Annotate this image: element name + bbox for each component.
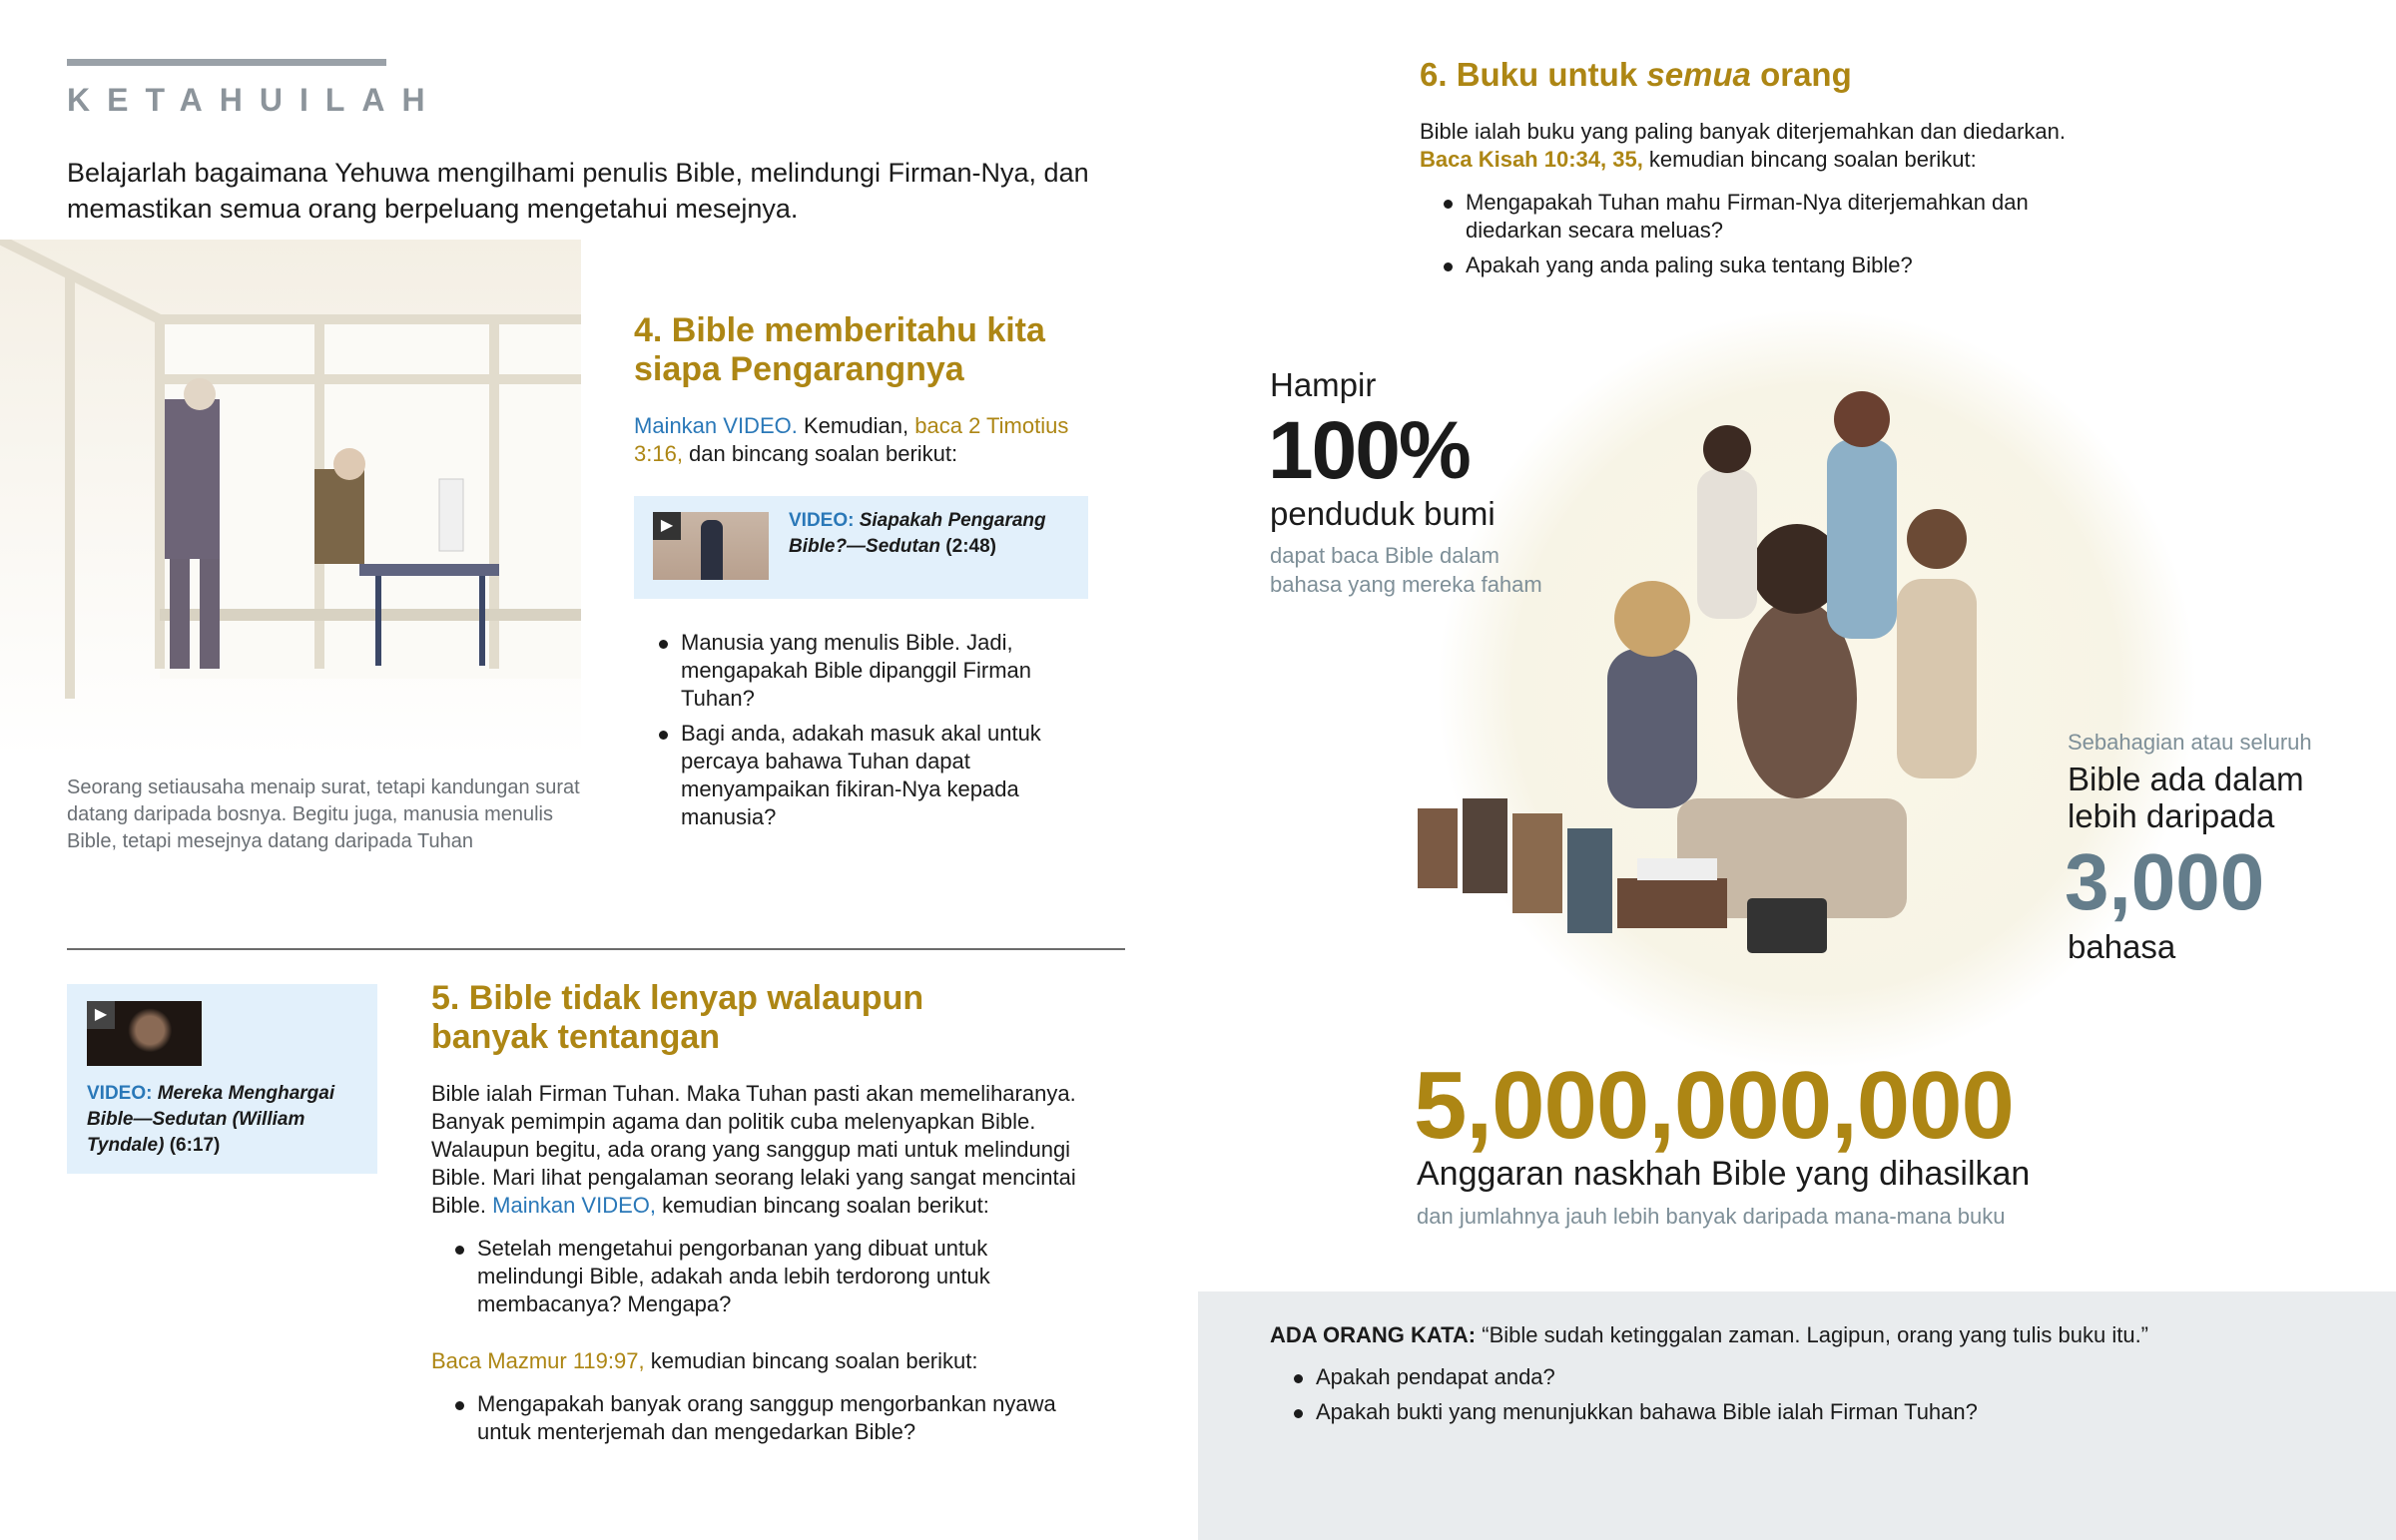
question-item: Apakah bukti yang menunjukkan bahawa Bible ialah Firman Tuhan? [1294,1398,2292,1426]
section6-title [1420,55,1852,94]
stat-languages: 3,000 [2065,837,2265,926]
objection-quote: “Bible sudah ketinggalan zaman. Lagipun, orang yang tulis buku itu.” [1476,1322,2149,1347]
question-item: Setelah mengetahui pengorbanan yang dibuat untuk melindungi Bible, adakah anda lebih terdorong untuk membacanya? Mengapa? [455,1235,1054,1318]
section6-questions [1444,189,2093,286]
video-card[interactable] [67,984,377,1174]
video-title[interactable] [87,1081,356,1159]
title-part: 6. Buku untuk [1420,56,1647,93]
stat-pre: Sebahagian atau seluruh [2068,730,2312,755]
instruction-text: dan bincang soalan berikut: [682,441,958,466]
play-video-link[interactable]: Mainkan VIDEO. [634,413,798,438]
video-title[interactable] [789,508,1073,560]
body-text: Bible ialah buku yang paling banyak diterjemahkan dan diedarkan. [1420,119,2067,144]
illustration-caption: Seorang setiausaha menaip surat, tetapi kandungan surat datang daripada bosnya. Begitu juga, manusia menulis Bible, tetapi mesejnya datang daripada Tuhan [67,776,580,852]
intro-text: Belajarlah bagaimana Yehuwa mengilhami penulis Bible, melindungi Firman-Nya, dan memastikan semua orang berpeluang mengetahui mesejnya. [67,158,1089,224]
stat-label: penduduk bumi [1270,495,1496,532]
section5-ref-line [431,1347,977,1375]
question-item: Apakah yang anda paling suka tentang Bible? [1444,252,2093,279]
section5-questions [455,1235,1054,1325]
section-rule [67,59,386,66]
video-label: VIDEO: [87,1083,153,1104]
stat-label: Anggaran naskhah Bible yang dihasilkan [1417,1155,2031,1193]
section5-questions-2 [455,1390,1094,1453]
question-item: Mengapakah banyak orang sanggup mengorbankan nyawa untuk menterjemah dan mengedarkan Bible? [455,1390,1094,1446]
video-thumbnail[interactable] [653,512,769,580]
video-name: Mereka Menghargai Bible—Sedutan (William Tyndale) [87,1083,335,1156]
stat-post: bahasa [2068,928,2176,965]
video-card[interactable] [634,496,1088,599]
stat-pre: Hampir [1270,366,1377,403]
stat-label: Bible ada dalam lebih daripada [2068,761,2304,834]
scripture-link[interactable]: Baca Kisah 10:34, 35, [1420,147,1643,172]
video-thumbnail[interactable] [87,1001,202,1066]
instruction-text: kemudian bincang soalan berikut: [1642,147,1977,172]
video-duration: (6:17) [169,1135,221,1156]
speaker-figure [701,520,723,580]
question-item: Bagi anda, adakah masuk akal untuk percaya bahawa Tuhan dapat menyampaikan fikiran-Nya kepada manusia? [659,720,1078,831]
body-text: kemudian bincang soalan berikut: [656,1193,989,1218]
section5-body [431,1080,1110,1220]
instruction-text: Kemudian, [797,413,915,438]
section6-body [1420,118,2138,174]
play-icon[interactable]: ▶ [653,512,681,540]
objection-label: ADA ORANG KATA: [1270,1322,1477,1347]
office-illustration [0,240,581,759]
section-kicker: KETAHUILAH [67,82,442,118]
stat-subtext: dan jumlahnya jauh lebih banyak daripada mana-mana buku [1417,1204,2006,1229]
section5-title: 5. Bible tidak lenyap walaupun banyak tentangan [431,979,924,1056]
question-item: Mengapakah Tuhan mahu Firman-Nya diterjemahkan dan diedarkan secara meluas? [1444,189,2093,245]
scripture-link[interactable]: Baca Mazmur 119:97, [431,1348,645,1373]
video-name: Siapakah Pengarang Bible?—Sedutan [789,510,1046,557]
body-text: Bible ialah Firman Tuhan. Maka Tuhan pasti akan memeliharanya. Banyak pemimpin agama dan politik cuba melenyapkan Bible. Walaupun begitu, ada orang yang sanggup mati untuk melindungi Bible. Mari lihat pengalaman seorang lelaki yang sangat mencintai Bible. [431,1081,1076,1218]
objection-questions [1294,1363,2292,1433]
title-emphasis: semua [1646,56,1751,93]
stat-copies: 5,000,000,000 [1414,1052,2014,1159]
play-icon[interactable]: ▶ [87,1001,115,1029]
scripture-link[interactable]: baca 2 Timotius 3:16, [634,413,1069,466]
stat-percentage: 100% [1268,405,1470,496]
stat-subtext: dapat baca Bible dalam bahasa yang mereka faham [1270,543,1542,597]
video-duration: (2:48) [945,536,996,557]
divider [67,948,1125,950]
video-label: VIDEO: [789,510,855,531]
section4-instructions [634,412,1103,468]
title-part: orang [1750,56,1852,93]
question-item: Manusia yang menulis Bible. Jadi, mengapakah Bible dipanggil Firman Tuhan? [659,629,1078,713]
instruction-text: kemudian bincang soalan berikut: [644,1348,978,1373]
section4-questions [659,629,1078,838]
play-video-link[interactable]: Mainkan VIDEO, [492,1193,656,1218]
question-item: Apakah pendapat anda? [1294,1363,2292,1391]
objection-line [1270,1321,2348,1349]
section4-title: 4. Bible memberitahu kita siapa Pengarangnya [634,311,1045,388]
